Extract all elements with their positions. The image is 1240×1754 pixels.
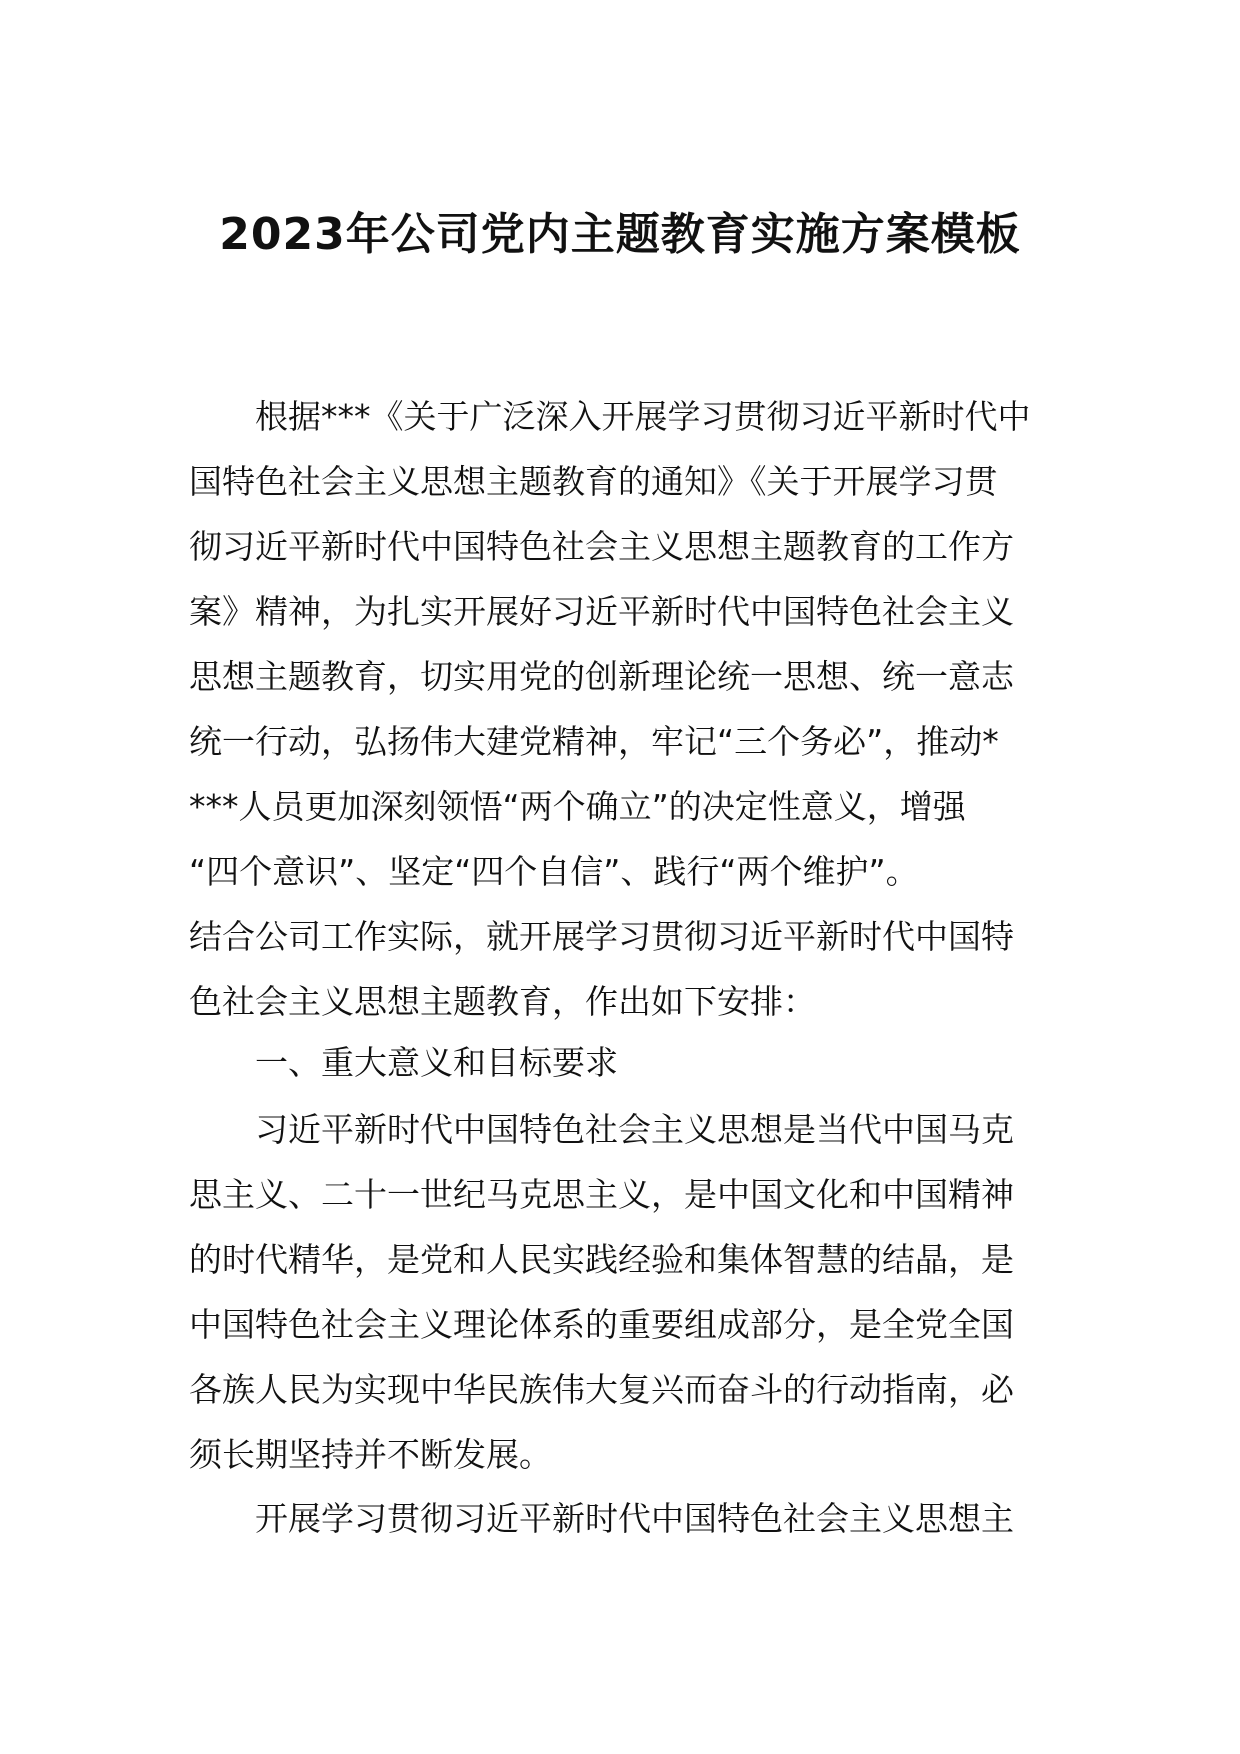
text-line: 国特色社会主义思想主题教育的通知》《关于开展学习贯 bbox=[189, 462, 998, 501]
paragraph-significance bbox=[189, 1097, 1051, 1487]
paragraph-continued bbox=[189, 1486, 1051, 1551]
document-title: 2023年公司党内主题教育实施方案模板 bbox=[219, 209, 1021, 260]
section-heading bbox=[189, 1030, 1051, 1095]
paragraph-intro bbox=[189, 384, 1051, 1034]
text-line: 结合公司工作实际，就开展学习贯彻习近平新时代中国特 bbox=[189, 917, 1014, 956]
text-line: 思想主题教育，切实用党的创新理论统一思想、统一意志 bbox=[189, 657, 1014, 696]
text-line: 色社会主义思想主题教育，作出如下安排： bbox=[189, 982, 816, 1021]
text-line: 彻习近平新时代中国特色社会主义思想主题教育的工作方 bbox=[189, 527, 1014, 566]
text-line: 统一行动，弘扬伟大建党精神，牢记“三个务必”，推动* bbox=[189, 722, 999, 761]
heading-line: 一、重大意义和目标要求 bbox=[255, 1043, 618, 1082]
text-line: 的时代精华，是党和人民实践经验和集体智慧的结晶，是 bbox=[189, 1240, 1014, 1279]
text-line: 中国特色社会主义理论体系的重要组成部分，是全党全国 bbox=[189, 1305, 1014, 1344]
text-line: 须长期坚持并不断发展。 bbox=[189, 1435, 552, 1474]
text-line: 各族人民为实现中华民族伟大复兴而奋斗的行动指南，必 bbox=[189, 1370, 1014, 1409]
text-line: 开展学习贯彻习近平新时代中国特色社会主义思想主 bbox=[255, 1499, 1014, 1538]
text-line: 根据***《关于广泛深入开展学习贯彻习近平新时代中 bbox=[255, 397, 1031, 436]
text-line: ***人员更加深刻领悟“两个确立”的决定性意义，增强 bbox=[189, 787, 966, 826]
text-line: 习近平新时代中国特色社会主义思想是当代中国马克 bbox=[255, 1110, 1014, 1149]
text-line: 案》精神，为扎实开展好习近平新时代中国特色社会主义 bbox=[189, 592, 1014, 631]
text-line: “四个意识”、坚定“四个自信”、践行“两个维护”。 bbox=[189, 852, 919, 891]
text-line: 思主义、二十一世纪马克思主义，是中国文化和中国精神 bbox=[189, 1175, 1014, 1214]
